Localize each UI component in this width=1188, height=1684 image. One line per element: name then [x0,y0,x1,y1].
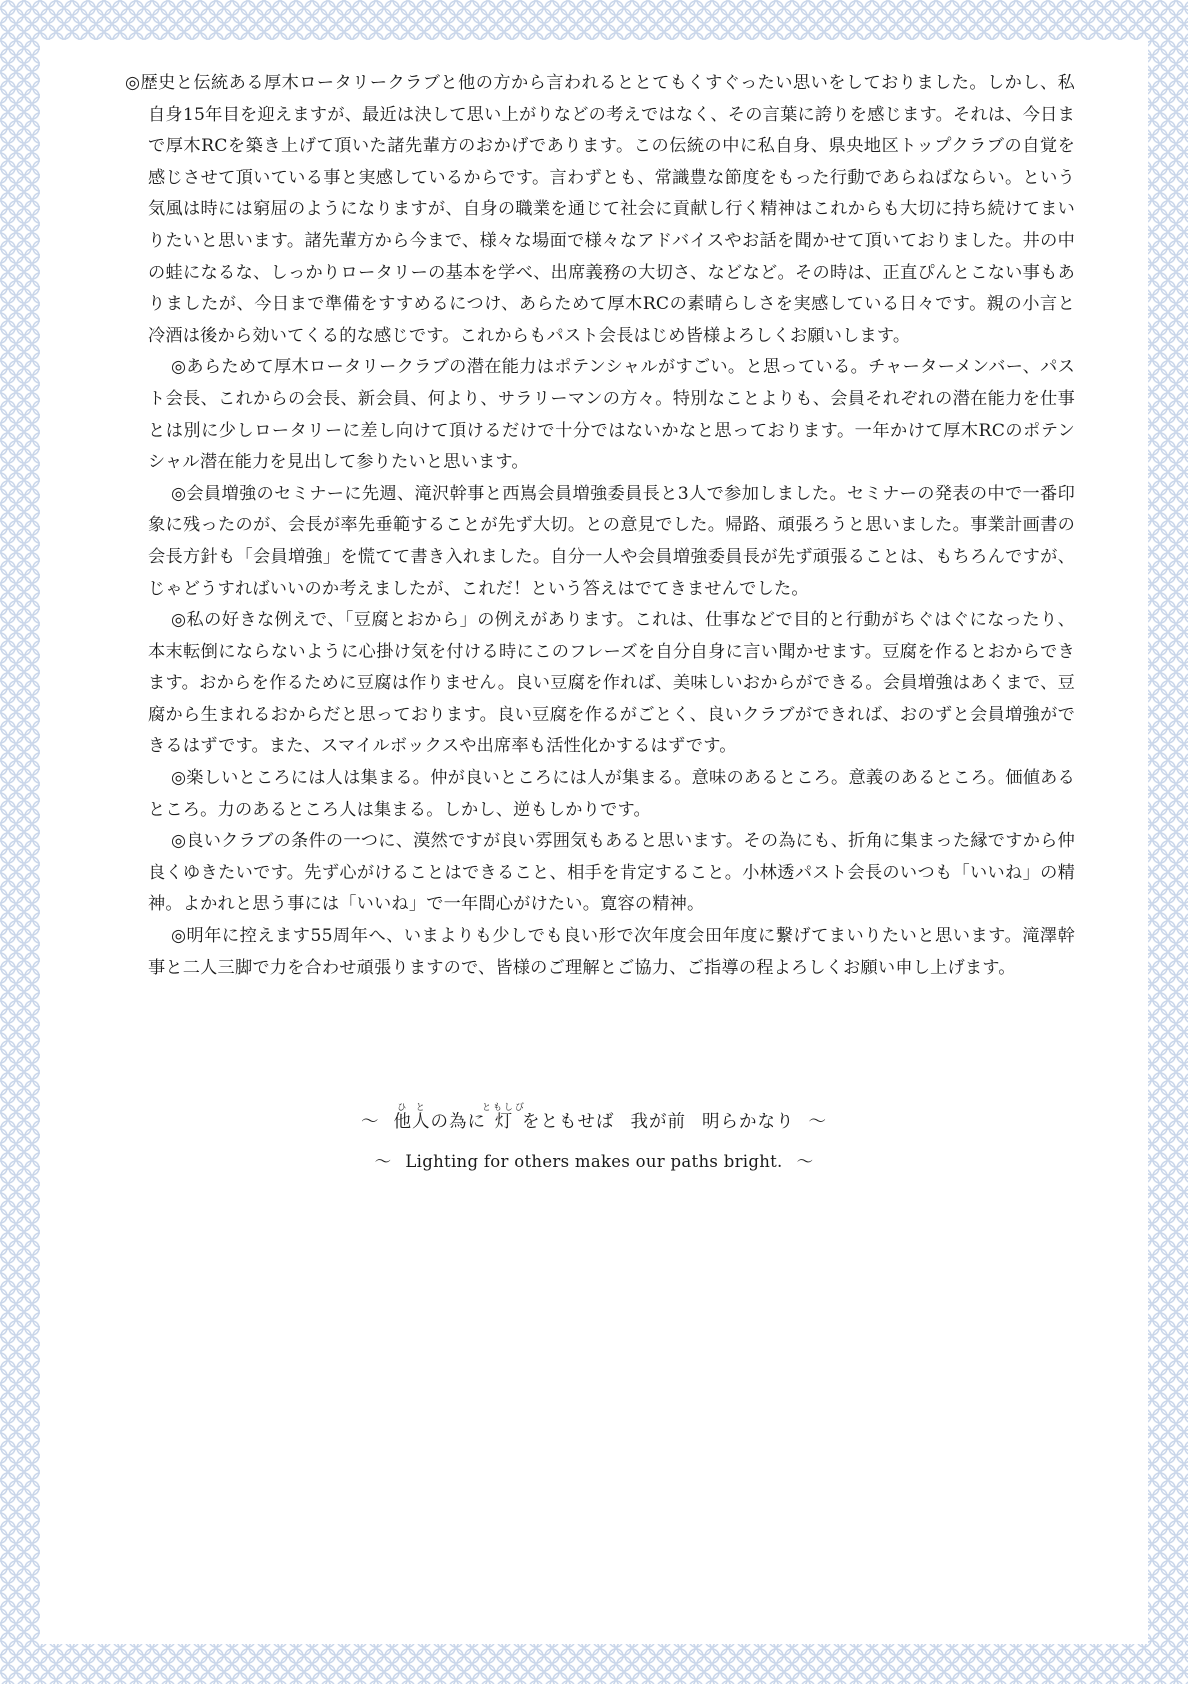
motto-text-before-me: 我が前 [630,1112,686,1132]
motto-word-light: 灯ともしび [481,1103,526,1132]
paragraph-history-tradition: ◎歴史と伝統ある厚木ロータリークラブと他の方から言われるととてもくすぐったい思いをしておりました。しかし、私自身15年目を迎えますが、最近は決して思い上がりなどの考えではなく、その言葉に誇りを感じます。それは、今日まで厚木RCを築き上げて頂いた諸先輩方のおかげであります。この伝統の中に私自身、県央地区トップクラブの自覚を感じさせて頂いている事と実感しているからです。言わずとも、常識豊な節度をもった行動であらねばならい。という気風は時には窮屈のようになりますが、自身の職業を通じて社会に貢献し行く精神はこれからも大切に持ち続けてまいりたいと思います。諸先輩方から今まで、様々な場面で様々なアドバイスやお話を聞かせて頂いておりました。井の中の蛙になるな、しっかりロータリーの基本を学べ、出席義務の大切さ、などなど。その時は、正直ぴんとこない事もありましたが、今日まで準備をすすめるにつけ、あらためて厚木RCの素晴らしさを実感している日々です。親の小言と冷酒は後から効いてくる的な感じです。これからもパスト会長はじめ皆様よろしくお願いします。 [125,73,1075,346]
motto-japanese [40,1103,1148,1133]
motto-tilde-left: ～ [360,1112,380,1132]
motto-english [40,1148,1148,1172]
motto-en-tilde-right: ～ [796,1152,814,1171]
motto-tilde-right: ～ [808,1112,827,1132]
paragraph-potential: ◎あらためて厚木ロータリークラブの潜在能力はポテンシャルがすごい。と思っている。チャーターメンバー、パスト会長、これからの会長、新会員、何より、サラリーマンの方々。特別なことよりも、会員それぞれの潜在能力を仕事とは別に少しロータリーに差し向けて頂けるだけで十分ではないかなと思っております。一年かけて厚木RCのポテンシャル潜在能力を見出して参りたいと思います。 [148,357,1075,473]
motto-text-for: の為に [430,1112,486,1132]
paragraph-55th-anniversary: ◎明年に控えます55周年へ、いまよりも少しでも良い形で次年度会田年度に繋げてまいりたいと思います。滝澤幹事と二人三脚で力を合わせ頑張りますので、皆様のご理解とご協力、ご指導の程よろしくお願い申し上げます。 [148,926,1075,978]
message-body [125,68,1075,984]
motto-word-others: 他人ひと [393,1103,431,1132]
paragraph-good-club: ◎良いクラブの条件の一つに、漠然ですが良い雰囲気もあると思います。その為にも、折角に集まった縁ですから仲良くゆきたいです。先ず心がけることはできること、相手を肯定すること。小林透パスト会長のいつも「いいね」の精神。よかれと思う事には「いいね」で一年間心がけたい。寛容の精神。 [148,831,1075,915]
motto-text-light-up: をともせば [521,1112,615,1132]
paragraph-people-gather: ◎楽しいところには人は集まる。仲が良いところには人が集まる。意味のあるところ。意義のあるところ。価値あるところ。力のあるところ人は集まる。しかし、逆もしかりです。 [148,768,1075,820]
motto-text-bright: 明らかなり [701,1112,795,1132]
paragraph-tofu-okara: ◎私の好きな例えで、「豆腐とおから」の例えがあります。これは、仕事などで目的と行動がちぐはぐになったり、本末転倒にならないように心掛け気を付ける時にこのフレーズを自分自身に言い聞かせます。豆腐を作るとおからできます。おからを作るために豆腐は作りません。良い豆腐を作れば、美味しいおからができる。会員増強はあくまで、豆腐から生まれるおからだと思っております。良い豆腐を作るがごとく、良いクラブができれば、おのずと会員増強ができるはずです。また、スマイルボックスや出席率も活性化かするはずです。 [148,610,1075,757]
motto-en-tilde-left: ～ [374,1152,392,1171]
page-sheet [40,40,1148,1644]
motto-english-text: Lighting for others makes our paths bright. [405,1152,783,1171]
paragraph-membership-seminar: ◎会員増強のセミナーに先週、滝沢幹事と西嶌会員増強委員長と3人で参加しました。セミナーの発表の中で一番印象に残ったのが、会長が率先垂範することが先ず大切。との意見でした。帰路、頑張ろうと思いました。事業計画書の会長方針も「会員増強」を慌てて書き入れました。自分一人や会員増強委員長が先ず頑張ることは、もちろんですが、じゃどうすればいいのか考えましたが、これだ！という答えはでてきませんでした。 [148,483,1075,599]
